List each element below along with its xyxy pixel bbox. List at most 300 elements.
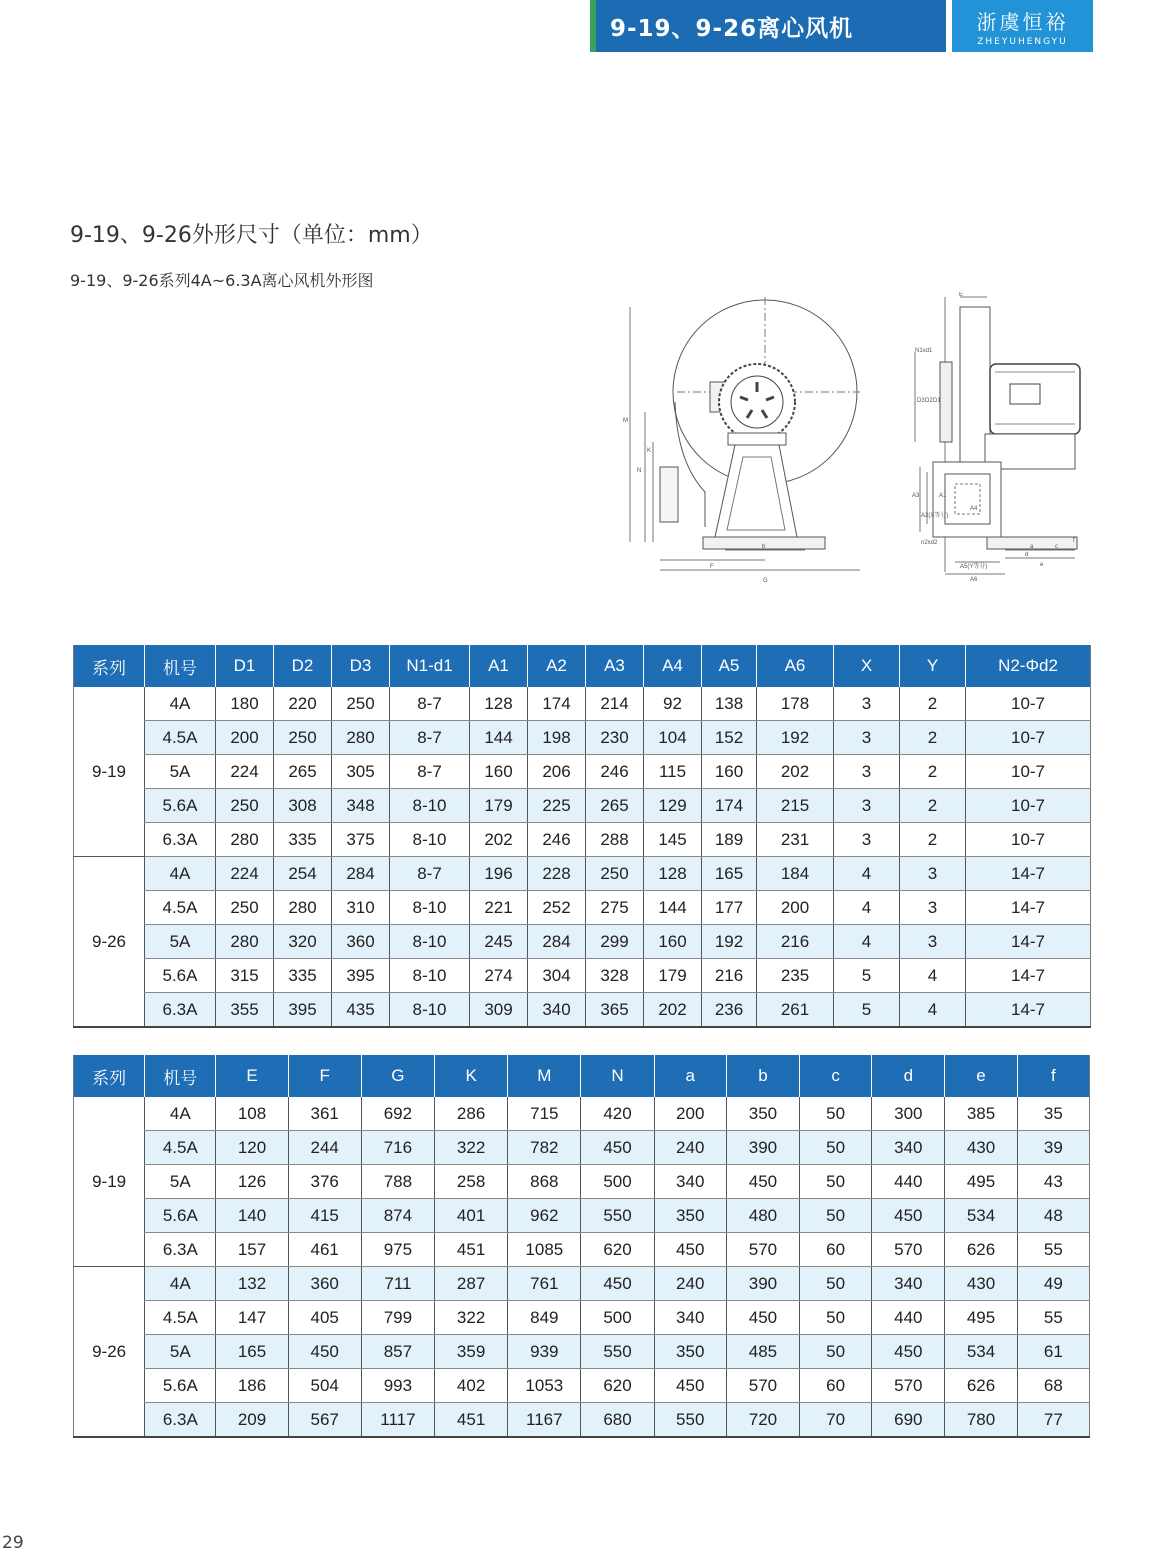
value-cell: 120 [216,1131,288,1165]
col-header: Y [900,645,966,687]
value-cell: 192 [702,925,757,959]
value-cell: 144 [470,721,528,755]
value-cell: 3 [834,755,900,789]
value-cell: 250 [274,721,332,755]
value-cell: 179 [470,789,528,823]
col-header: A4 [644,645,702,687]
value-cell: 55 [1017,1301,1089,1335]
dim-label-A1: A1 [939,493,947,499]
value-cell: 375 [332,823,390,857]
model-cell: 4.5A [145,1301,216,1335]
value-cell: 274 [470,959,528,993]
value-cell: 550 [581,1335,654,1369]
value-cell: 165 [702,857,757,891]
col-header: D2 [274,645,332,687]
value-cell: 335 [274,959,332,993]
value-cell: 310 [332,891,390,925]
value-cell: 202 [757,755,834,789]
value-cell: 275 [586,891,644,925]
value-cell: 799 [361,1301,434,1335]
table-row [74,721,1091,755]
value-cell: 308 [274,789,332,823]
value-cell: 236 [702,993,757,1028]
value-cell: 962 [508,1199,581,1233]
col-header: f [1017,1055,1089,1097]
value-cell: 461 [288,1233,361,1267]
col-header: D1 [216,645,274,687]
page-header [590,0,1093,52]
value-cell: 1117 [361,1403,434,1438]
value-cell: 365 [586,993,644,1028]
value-cell: 8-7 [390,687,470,721]
model-cell: 5.6A [145,789,216,823]
value-cell: 128 [470,687,528,721]
value-cell: 50 [800,1097,872,1131]
value-cell: 8-7 [390,755,470,789]
value-cell: 184 [757,857,834,891]
value-cell: 215 [757,789,834,823]
dim-label-a: a [1030,544,1034,550]
value-cell: 3 [900,925,966,959]
value-cell: 390 [726,1131,799,1165]
table-row [74,925,1091,959]
col-header: b [726,1055,799,1097]
value-cell: 390 [726,1267,799,1301]
value-cell: 450 [726,1301,799,1335]
value-cell: 567 [288,1403,361,1438]
table-row [74,1097,1090,1131]
value-cell: 450 [872,1335,945,1369]
value-cell: 415 [288,1199,361,1233]
value-cell: 430 [945,1131,1017,1165]
value-cell: 5 [834,959,900,993]
value-cell: 1085 [508,1233,581,1267]
value-cell: 4 [834,925,900,959]
value-cell: 385 [945,1097,1017,1131]
col-header: 机号 [145,1055,216,1097]
value-cell: 180 [216,687,274,721]
value-cell: 620 [581,1369,654,1403]
model-cell: 5.6A [145,959,216,993]
value-cell: 240 [654,1267,726,1301]
value-cell: 245 [470,925,528,959]
value-cell: 2 [900,823,966,857]
value-cell: 340 [654,1301,726,1335]
value-cell: 250 [332,687,390,721]
value-cell: 435 [332,993,390,1028]
value-cell: 231 [757,823,834,857]
value-cell: 8-10 [390,925,470,959]
value-cell: 440 [872,1165,945,1199]
value-cell: 322 [435,1301,508,1335]
model-cell: 4.5A [145,1131,216,1165]
value-cell: 10-7 [966,755,1091,789]
value-cell: 975 [361,1233,434,1267]
value-cell: 221 [470,891,528,925]
value-cell: 376 [288,1165,361,1199]
section-title: 9-19、9-26外形尺寸（单位：mm） [70,223,433,248]
value-cell: 534 [945,1199,1017,1233]
value-cell: 14-7 [966,857,1091,891]
value-cell: 2 [900,687,966,721]
value-cell: 147 [216,1301,288,1335]
col-header: G [361,1055,434,1097]
table-row [74,1165,1090,1199]
value-cell: 359 [435,1335,508,1369]
value-cell: 857 [361,1335,434,1369]
value-cell: 4 [900,959,966,993]
value-cell: 348 [332,789,390,823]
value-cell: 216 [757,925,834,959]
value-cell: 8-10 [390,823,470,857]
value-cell: 299 [586,925,644,959]
value-cell: 152 [702,721,757,755]
value-cell: 196 [470,857,528,891]
table-row [74,1267,1090,1301]
value-cell: 402 [435,1369,508,1403]
col-header: 机号 [145,645,216,687]
value-cell: 2 [900,755,966,789]
value-cell: 440 [872,1301,945,1335]
value-cell: 720 [726,1403,799,1438]
value-cell: 450 [872,1199,945,1233]
value-cell: 202 [644,993,702,1028]
value-cell: 160 [470,755,528,789]
col-header: d [872,1055,945,1097]
value-cell: 50 [800,1301,872,1335]
value-cell: 250 [586,857,644,891]
series-cell: 9-26 [74,1267,145,1438]
value-cell: 252 [528,891,586,925]
table-row [74,1369,1090,1403]
value-cell: 202 [470,823,528,857]
value-cell: 126 [216,1165,288,1199]
value-cell: 284 [528,925,586,959]
table-row [74,1301,1090,1335]
value-cell: 200 [757,891,834,925]
value-cell: 244 [288,1131,361,1165]
value-cell: 993 [361,1369,434,1403]
table-row [74,993,1091,1028]
value-cell: 450 [726,1165,799,1199]
value-cell: 849 [508,1301,581,1335]
value-cell: 14-7 [966,891,1091,925]
value-cell: 8-7 [390,721,470,755]
value-cell: 209 [216,1403,288,1438]
value-cell: 265 [586,789,644,823]
value-cell: 288 [586,823,644,857]
series-cell: 9-19 [74,1097,145,1267]
value-cell: 309 [470,993,528,1028]
value-cell: 228 [528,857,586,891]
value-cell: 287 [435,1267,508,1301]
value-cell: 405 [288,1301,361,1335]
brand-logo [952,0,1093,52]
col-header: A3 [586,645,644,687]
value-cell: 570 [726,1369,799,1403]
dim-label-D2: D2 [925,398,933,404]
value-cell: 305 [332,755,390,789]
value-cell: 450 [654,1233,726,1267]
value-cell: 322 [435,1131,508,1165]
col-header: A1 [470,645,528,687]
value-cell: 50 [800,1267,872,1301]
value-cell: 711 [361,1267,434,1301]
value-cell: 50 [800,1165,872,1199]
value-cell: 284 [332,857,390,891]
value-cell: 868 [508,1165,581,1199]
value-cell: 280 [216,925,274,959]
value-cell: 280 [216,823,274,857]
value-cell: 48 [1017,1199,1089,1233]
dimension-table-d-series [73,645,1091,1028]
value-cell: 450 [581,1267,654,1301]
value-cell: 68 [1017,1369,1089,1403]
col-header: F [288,1055,361,1097]
dim-label-e: e [1040,562,1044,568]
value-cell: 140 [216,1199,288,1233]
value-cell: 157 [216,1233,288,1267]
model-cell: 4A [145,1267,216,1301]
col-header: M [508,1055,581,1097]
value-cell: 198 [528,721,586,755]
col-header: 系列 [74,1055,145,1097]
value-cell: 254 [274,857,332,891]
value-cell: 128 [644,857,702,891]
dim-label-A6: A6 [970,577,978,583]
value-cell: 1053 [508,1369,581,1403]
value-cell: 104 [644,721,702,755]
dimension-table-e-series [73,1055,1090,1438]
value-cell: 451 [435,1403,508,1438]
value-cell: 61 [1017,1335,1089,1369]
value-cell: 3 [834,721,900,755]
model-cell: 5A [145,1165,216,1199]
value-cell: 626 [945,1233,1017,1267]
value-cell: 214 [586,687,644,721]
value-cell: 132 [216,1267,288,1301]
value-cell: 3 [834,823,900,857]
table-row [74,1403,1090,1438]
value-cell: 165 [216,1335,288,1369]
value-cell: 8-10 [390,959,470,993]
value-cell: 50 [800,1335,872,1369]
model-cell: 4.5A [145,721,216,755]
fan-outline-drawing [615,292,1095,592]
value-cell: 160 [702,755,757,789]
model-cell: 5A [145,925,216,959]
col-header: N [581,1055,654,1097]
value-cell: 761 [508,1267,581,1301]
value-cell: 395 [332,959,390,993]
value-cell: 60 [800,1233,872,1267]
value-cell: 230 [586,721,644,755]
series-cell: 9-26 [74,857,145,1028]
dim-label-A2: A2(X等分) [921,513,949,519]
table-row [74,823,1091,857]
value-cell: 77 [1017,1403,1089,1438]
value-cell: 3 [834,687,900,721]
value-cell: 55 [1017,1233,1089,1267]
col-header: a [654,1055,726,1097]
dim-label-A3: A3 [912,493,920,499]
value-cell: 14-7 [966,993,1091,1028]
col-header: A6 [757,645,834,687]
value-cell: 3 [900,891,966,925]
value-cell: 350 [654,1199,726,1233]
col-header: N1-d1 [390,645,470,687]
value-cell: 286 [435,1097,508,1131]
value-cell: 500 [581,1165,654,1199]
value-cell: 450 [288,1335,361,1369]
value-cell: 216 [702,959,757,993]
table-row [74,789,1091,823]
value-cell: 500 [581,1301,654,1335]
value-cell: 570 [872,1369,945,1403]
value-cell: 320 [274,925,332,959]
value-cell: 200 [654,1097,726,1131]
col-header: e [945,1055,1017,1097]
model-cell: 5A [145,1335,216,1369]
value-cell: 361 [288,1097,361,1131]
dim-label-D3: D3 [917,398,925,404]
value-cell: 395 [274,993,332,1028]
value-cell: 430 [945,1267,1017,1301]
page-number: 29 [2,1533,24,1553]
table-row [74,857,1091,891]
value-cell: 206 [528,755,586,789]
value-cell: 780 [945,1403,1017,1438]
value-cell: 280 [274,891,332,925]
brand-name-en: ZHEYUHENGYU [977,36,1068,47]
value-cell: 280 [332,721,390,755]
value-cell: 4 [834,891,900,925]
model-cell: 4A [145,1097,216,1131]
value-cell: 92 [644,687,702,721]
value-cell: 4 [834,857,900,891]
value-cell: 220 [274,687,332,721]
value-cell: 570 [726,1233,799,1267]
table-row [74,1131,1090,1165]
value-cell: 450 [581,1131,654,1165]
value-cell: 620 [581,1233,654,1267]
value-cell: 715 [508,1097,581,1131]
dim-label-E: E [959,292,964,298]
value-cell: 874 [361,1199,434,1233]
model-cell: 4A [145,687,216,721]
value-cell: 420 [581,1097,654,1131]
value-cell: 550 [654,1403,726,1438]
value-cell: 335 [274,823,332,857]
value-cell: 401 [435,1199,508,1233]
table-row [74,687,1091,721]
value-cell: 145 [644,823,702,857]
value-cell: 192 [757,721,834,755]
value-cell: 60 [800,1369,872,1403]
value-cell: 235 [757,959,834,993]
value-cell: 144 [644,891,702,925]
value-cell: 328 [586,959,644,993]
value-cell: 115 [644,755,702,789]
value-cell: 2 [900,721,966,755]
dim-label-G: G [763,578,768,584]
value-cell: 178 [757,687,834,721]
value-cell: 4 [900,993,966,1028]
col-header: 系列 [74,645,145,687]
value-cell: 485 [726,1335,799,1369]
value-cell: 8-10 [390,891,470,925]
value-cell: 300 [872,1097,945,1131]
value-cell: 225 [528,789,586,823]
col-header: A2 [528,645,586,687]
table-header-row [74,1055,1090,1097]
value-cell: 692 [361,1097,434,1131]
value-cell: 3 [834,789,900,823]
value-cell: 495 [945,1301,1017,1335]
col-header: A5 [702,645,757,687]
series-cell: 9-19 [74,687,145,857]
value-cell: 108 [216,1097,288,1131]
value-cell: 246 [528,823,586,857]
table-header-row [74,645,1091,687]
value-cell: 186 [216,1369,288,1403]
value-cell: 360 [288,1267,361,1301]
value-cell: 626 [945,1369,1017,1403]
value-cell: 160 [644,925,702,959]
value-cell: 350 [726,1097,799,1131]
model-cell: 6.3A [145,1403,216,1438]
value-cell: 189 [702,823,757,857]
value-cell: 8-7 [390,857,470,891]
value-cell: 129 [644,789,702,823]
value-cell: 70 [800,1403,872,1438]
value-cell: 250 [216,891,274,925]
col-header: D3 [332,645,390,687]
value-cell: 355 [216,993,274,1028]
table-row [74,891,1091,925]
value-cell: 200 [216,721,274,755]
value-cell: 50 [800,1199,872,1233]
value-cell: 174 [528,687,586,721]
value-cell: 50 [800,1131,872,1165]
value-cell: 450 [654,1369,726,1403]
value-cell: 680 [581,1403,654,1438]
brand-name-cn: 浙虞恒裕 [976,9,1069,34]
value-cell: 240 [654,1131,726,1165]
table-row [74,755,1091,789]
value-cell: 8-10 [390,993,470,1028]
dim-label-b: b [762,544,766,550]
dim-label-d: d [1025,552,1029,558]
value-cell: 782 [508,1131,581,1165]
model-cell: 5A [145,755,216,789]
value-cell: 340 [654,1165,726,1199]
dim-label-D1: D1 [933,398,941,404]
model-cell: 6.3A [145,993,216,1028]
value-cell: 10-7 [966,687,1091,721]
header-title: 9-19、9-26离心风机 [596,0,946,52]
value-cell: 179 [644,959,702,993]
dim-label-A5: A5(Y等分) [960,564,988,570]
value-cell: 250 [216,789,274,823]
value-cell: 716 [361,1131,434,1165]
value-cell: 8-10 [390,789,470,823]
dim-label-n2d2: n2xd2 [921,540,938,546]
col-header: c [800,1055,872,1097]
value-cell: 43 [1017,1165,1089,1199]
value-cell: 261 [757,993,834,1028]
value-cell: 340 [872,1267,945,1301]
